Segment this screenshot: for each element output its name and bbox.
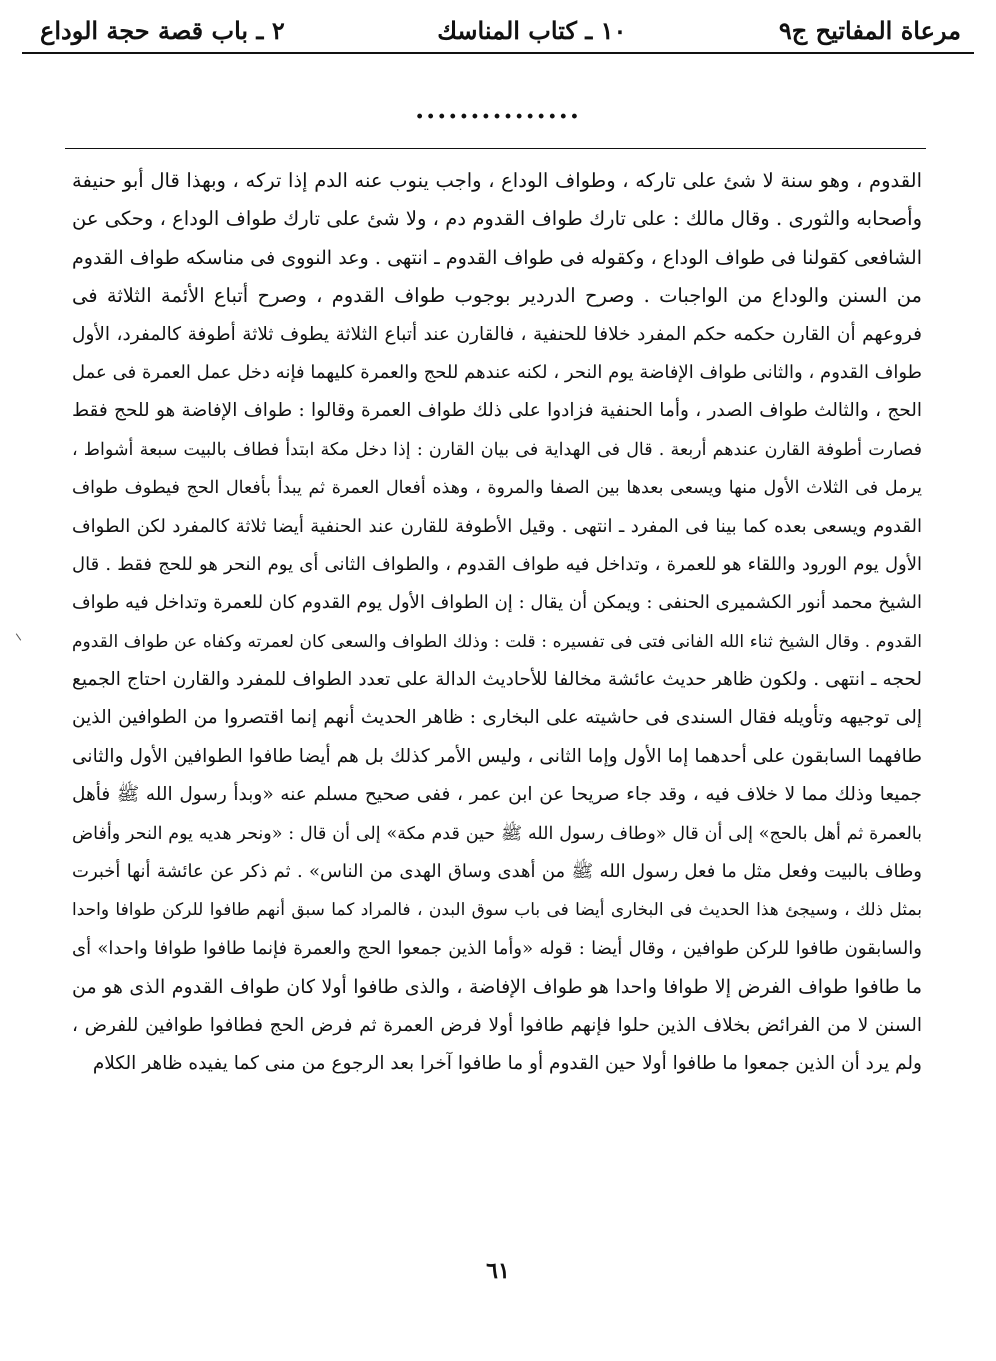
text-line: وطاف بالبيت وفعل مثل ما فعل رسول الله ﷺ من أهدى وساق الهدى من الناس» . ثم ذكر عن عائشة أنها أخبرت bbox=[72, 861, 922, 883]
section-separator: ............... bbox=[415, 95, 581, 125]
text-line: والسابقون طافوا للركن طوافين ، وقال أيضا : قوله «وأما الذين جمعوا الحج والعمرة فإنما طافوا طوافا واحدا» أى bbox=[72, 937, 922, 959]
header-chapter-title: ١٠ ـ كتاب المناسك bbox=[437, 15, 627, 45]
page-number: ٦١ bbox=[486, 1258, 510, 1284]
text-line: طواف القدوم ، والثانى طواف الإفاضة يوم النحر ، لكنه عندهم للحج والعمرة كليهما فإنه دخل عمل العمرة فى عمل bbox=[72, 361, 922, 383]
text-line: إلى توجيهه وتأويله فقال السندى فى حاشيته على البخارى : ظاهر الحديث أنهم إنما اقتصروا من الطوافين الذين bbox=[72, 707, 922, 729]
header-book-title: مرعاة المفاتيح ج٩ bbox=[778, 15, 961, 45]
text-rule bbox=[65, 148, 926, 149]
text-line: لحجه ـ انتهى . ولكون ظاهر حديث عائشة مخالفا للأحاديث الدالة على تعدد الطواف للمفرد والقارن احتاج الجميع bbox=[72, 669, 922, 691]
text-line: جميعا وذلك مما لا خلاف فيه ، وقد جاء صريحا عن ابن عمر ، ففى صحيح مسلم عنه «وبدأ رسول الله ﷺ فأهل bbox=[72, 784, 922, 806]
text-line: فصارت أطوفة القارن عندهم أربعة . قال فى الهداية فى بيان القارن : إذا دخل مكة ابتدأ فطاف بالبيت سبعة أشواط ، bbox=[72, 439, 922, 460]
text-line: طافهما السابقون على أحدهما إما الأول وإما الثانى ، وليس الأمر كذلك بل هم أيضا طافوا الطوافين الأول والثانى bbox=[72, 745, 922, 767]
text-line: بالعمرة ثم أهل بالحج» إلى أن قال «وطاف رسول الله ﷺ حين قدم مكة» إلى أن قال : «ونحر هديه يوم النحر وأفاض bbox=[72, 823, 922, 844]
text-line: وأصحابه والثورى . وقال مالك : على تارك طواف القدوم دم ، ولا شئ على تارك طواف الوداع ، وحكى عن bbox=[72, 207, 922, 231]
text-line: الشافعى كقولنا فى طواف الوداع ، وكقوله فى طواف القدوم ـ انتهى . وعد النووى فى مناسكه طواف القدوم bbox=[72, 246, 922, 269]
text-line: الحج ، والثالث طواف الصدر ، وأما الحنفية فزادوا على ذلك طواف العمرة وقالوا : طواف الإفاضة هو للحج فقط bbox=[72, 400, 922, 422]
text-line: من السنن والوداع من الواجبات . وصرح الدردير بوجوب طواف القدوم ، وصرح أتباع الأئمة الثلاثة فى bbox=[72, 284, 922, 308]
text-line: الأول يوم الورود واللقاء هو للعمرة ، وتداخل فيه طواف القدوم ، والطواف الثانى أى يوم النحر هو للحج فقط . قال bbox=[72, 553, 922, 575]
text-line: ما طافوا طواف الفرض إلا طوافا واحدا هو طواف الإفاضة ، والذى طافوا أولا كان طواف القدوم الذى هو من bbox=[72, 976, 922, 999]
text-line: القدوم ، وهو سنة لا شئ على تاركه ، وطواف الوداع ، واجب ينوب عنه الدم إذا تركه ، وبهذا قال أبو حنيفة bbox=[72, 169, 922, 192]
text-line: ولم يرد أن الذين جمعوا ما طافوا أولا حين القدوم أو ما طافوا آخرا بعد الرجوع من منى كما يفيده ظاهر الكلام bbox=[92, 1052, 922, 1074]
running-header bbox=[40, 8, 961, 52]
text-line: الشيخ محمد أنور الكشميرى الحنفى : ويمكن أن يقال : إن الطواف الأول يوم القدوم كان للعمرة وتداخل فيه طواف bbox=[72, 592, 922, 614]
text-line: القدوم . وقال الشيخ ثناء الله الفانى فتى فى تفسيره : قلت : وذلك الطواف والسعى كان لعمرته وكفاه عن طواف القدوم bbox=[72, 631, 922, 652]
text-line: فروعهم أن القارن حكمه حكم المفرد خلافا للحنفية ، فالقارن عند أتباع الثلاثة يطوف ثلاثة أطوفة كالمفرد، الأول bbox=[72, 323, 922, 345]
text-line: يرمل فى الثلاث الأول منها ويسعى بعدها بين الصفا والمروة ، وهذه أفعال العمرة ثم يبدأ بأفعال الحج فيطوف طواف bbox=[72, 478, 922, 499]
text-line: بمثل ذلك ، وسيجئ هذا الحديث فى البخارى أيضا فى باب سوق البدن ، فالمراد كما سبق أنهم طافوا للركن طوافا واحدا bbox=[72, 900, 922, 921]
text-line: القدوم ويسعى بعده كما بينا فى المفرد ـ انتهى . وقيل الأطوفة للقارن عند الحنفية أيضا ثلاثة كالمفرد لكن الطواف bbox=[72, 515, 922, 537]
body-text bbox=[72, 162, 922, 1083]
scan-mark bbox=[16, 633, 21, 640]
text-line: السنن لا من الفرائض بخلاف الذين حلوا فإنهم طافوا أولا فرض العمرة ثم فرض الحج فطافوا طوافين للفرض ، bbox=[72, 1014, 922, 1036]
header-section-title: ٢ ـ باب قصة حجة الوداع bbox=[40, 15, 285, 45]
header-rule bbox=[22, 52, 974, 54]
